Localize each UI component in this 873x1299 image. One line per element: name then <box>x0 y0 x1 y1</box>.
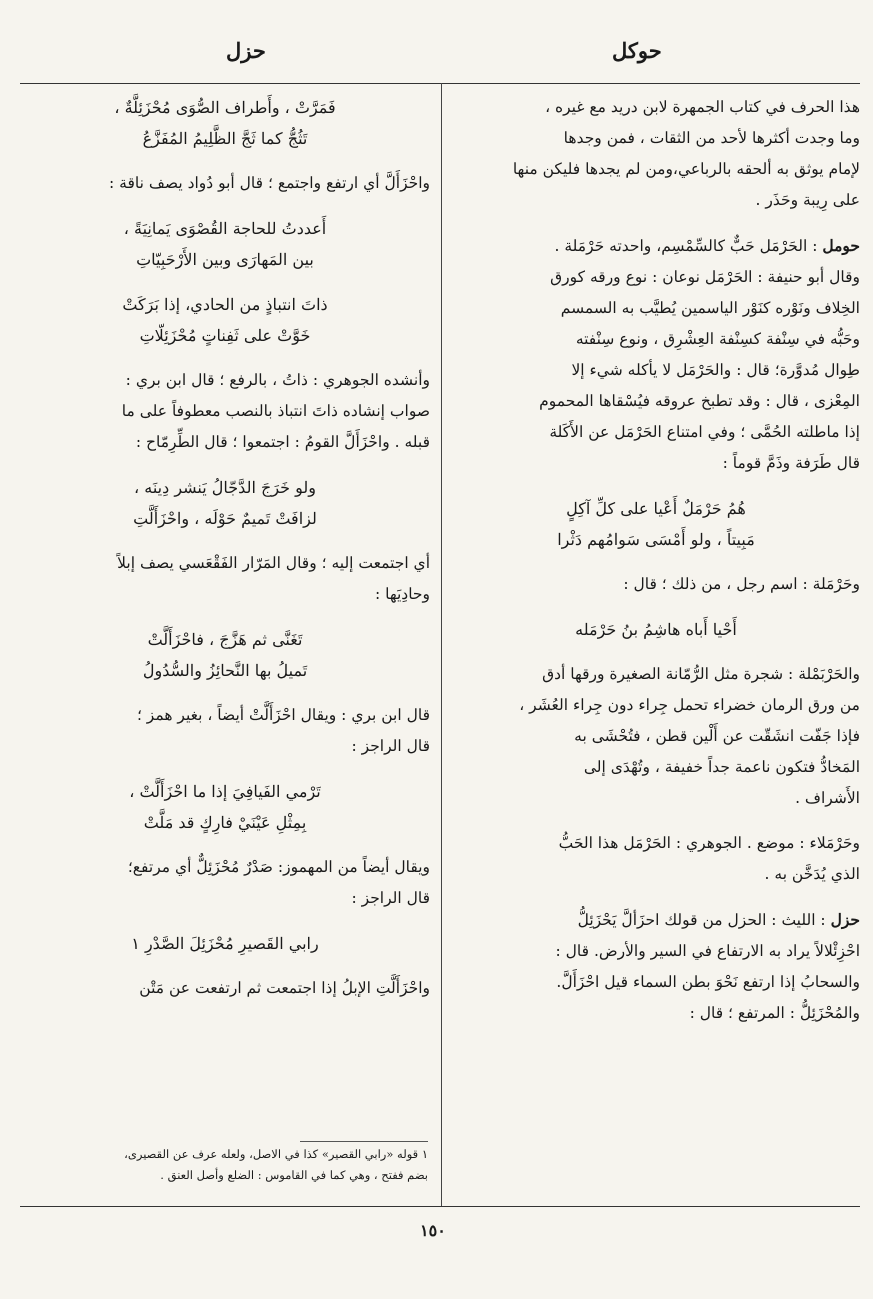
footnote-rule <box>300 1141 428 1142</box>
footnote-line: بضم ففتح ، وهي كما في القاموس : الضلع وأصل العنق . <box>160 1168 428 1182</box>
text-line: احْزِئْلالاً يراد به الارتفاع في السير والأرض. قال : <box>555 942 860 960</box>
verse-line: هُمُ حَرْمَلٌ أَعْيا على كلِّ آكِلٍ <box>566 499 746 518</box>
entry-headword-hazal: حزل <box>830 910 860 929</box>
text-line: على رِيبة وحَذَر . <box>755 191 860 209</box>
text-line: من ورق الرمان خضراء تحمل جِراء دون جِراء العُشَر ، <box>519 696 860 714</box>
verse-line: فَمَرَّتْ ، وأَطراف الصُّوَى مُحْزَئِلَّةٌ ، <box>114 98 336 117</box>
text-line: إذا ماطلته الحُمَّى ؛ وفي امتناع الحَرْمَل عن الأَكَلة <box>549 423 860 441</box>
page-number: ١٥٠ <box>420 1221 446 1240</box>
text-line: واحْزَأَلَّتِ الإبلُ إذا اجتمعت ثم ارتفعت عن مَتْن <box>139 979 430 997</box>
text-line: المِعْزى ، قال : وقد تطبخ عروقه فيُسْقاها المحموم <box>539 392 860 410</box>
running-head-left: حزل <box>226 38 266 63</box>
text-line: أي اجتمعت إليه ؛ وقال المَرّار الفَقْعَسي يصف إبلاً <box>117 554 430 572</box>
text-line: والسحابُ إذا ارتفع نَحْوَ بطن السماء قيل احْزَأَلَّ. <box>556 973 860 991</box>
text-line: وما وجدت أكثرها لأحد من الثقات ، فمن وجدها <box>563 129 860 147</box>
verse-line: تَغَنَّى ثم هَزَّجَ ، فاحْزَأَلَّتْ <box>147 630 303 649</box>
header-rule <box>20 83 860 84</box>
text-line: قبله . واحْزَأَلَّ القومُ : اجتمعوا ؛ قال الطِّرِمّاح : <box>135 433 430 451</box>
text-line: الأَشراف . <box>795 789 860 807</box>
text-line: والحَرْبَمْلة : شجرة مثل الرُّمّانة الصغيرة ورقها أدق <box>542 665 860 683</box>
text-line: قال ابن بري : ويقال احْزَأَلَّتْ أيضاً ، بغير همز ؛ <box>136 706 430 724</box>
text-line: والمُحْزَئِلُّ : المرتفع ؛ قال : <box>689 1004 860 1022</box>
verse-line: بين المَهارَى وبين الأَرْحَبِيّاتِ <box>136 250 314 269</box>
verse-line: ذاتَ انتباذٍ من الحادي، إذا بَرَكَتْ <box>122 295 328 314</box>
text-line: واحْزَأَلَّ أي ارتفع واجتمع ؛ قال أبو دُواد يصف ناقة : <box>109 174 430 192</box>
verse-line: ولو خَرَجَ الدَّجّالُ يَنشر دِينَه ، <box>134 478 316 497</box>
verse-line: أَعددتُ للحاجة القُصْوَى يَمانِيَةً ، <box>123 219 327 238</box>
text-line: قال الراجز : <box>351 737 430 755</box>
text-span: : الليث : الحزل من قولك احزَألَّ يَحْزَئِلُّ <box>577 911 826 929</box>
verse-line: مَبِيتاً ، ولو أَمْسَى سَوامُهم دَثْرا <box>557 530 755 549</box>
verse-line: تَثُجُّ كما ثَجَّ الظَّلِيمُ المُفَزَّعُ <box>142 129 308 148</box>
verse-line: بِمِثْلِ عَيْنَيْ فارِكٍ قد مَلَّتْ <box>143 813 307 832</box>
text-span: : الحَرْمَل حَبٌّ كالسِّمْسِم، واحدته حَرْمَلة . <box>554 237 818 255</box>
text-line: وقال أبو حنيفة : الحَرْمَل نوعان : نوع ورقه كورق <box>550 268 860 286</box>
text-line: طِوال مُدوَّرة؛ قال : والحَرْمَل لا يأكله شيء إلا <box>571 361 860 379</box>
verse-line: لزافَتْ تَميمٌ حَوْلَه ، واحْزَأَلَّتِ <box>133 509 317 528</box>
text-line: وحادِيَها : <box>374 585 430 603</box>
text-line: وحَرْمَلاء : موضع . الجوهري : الحَرْمَل هذا الحَبُّ <box>558 834 860 852</box>
verse-line: تَميلُ بها النَّحائِزُ والسُّدُولُ <box>142 661 308 680</box>
verse-line: خَوَّتْ على ثَفِناتٍ مُحْزَئِلّاتِ <box>139 326 311 345</box>
entry-line <box>452 904 860 936</box>
text-line: وأنشده الجوهري : ذاتُ ، بالرفع ؛ قال ابن بري : <box>125 371 430 389</box>
left-column <box>20 92 430 1004</box>
text-line: المَخادُّ فتكون ناعمة جداً خفيفة ، وتُهْدَى إلى <box>583 758 860 776</box>
verse-line: أَحْيا أَباه هاشِمُ بنُ حَرْمَله <box>575 620 737 639</box>
running-head-right: حوكل <box>612 38 662 63</box>
column-divider <box>441 83 442 1206</box>
entry-line <box>452 230 860 262</box>
entry-headword-hawmal: حومل <box>822 236 860 255</box>
verse-line: تَرْمي الفَيافِيَ إذا ما احْزَأَلَّتْ ، <box>129 782 321 801</box>
footer-rule <box>20 1206 860 1207</box>
text-line: فإذا جَفّت انشَقّت عن أَلْين قطن ، فتُحْشَى به <box>574 727 860 745</box>
text-line: صواب إنشاده ذاتَ انتباذ بالنصب معطوفاً على ما <box>121 402 430 420</box>
text-line: وحَبُّه في سِنْفة كسِنْفة العِشْرِق ، ونوع سِنْفته <box>575 330 860 348</box>
footnote-line: ١ قوله «رابي القصير» كذا في الاصل، ولعله عرف عن القصيرى، <box>124 1147 428 1161</box>
text-line: وحَرْمَلة : اسم رجل ، من ذلك ؛ قال : <box>623 575 860 593</box>
text-line: قال طَرَفة وذَمَّ قوماً : <box>722 454 860 472</box>
footnote <box>22 1144 428 1186</box>
text-line: هذا الحرف في كتاب الجمهرة لابن دريد مع غيره ، <box>545 98 860 116</box>
text-line: قال الراجز : <box>351 889 430 907</box>
text-line: الذي يُدَخَّن به . <box>764 865 860 883</box>
text-line: لإمام يوثق به ألحقه بالرباعي،ومن لم يجدها فليكن منها <box>512 160 860 178</box>
text-line: ويقال أيضاً من المهموز: صَدْرٌ مُحْزَئِلٌّ أي مرتفع؛ <box>127 858 430 876</box>
verse-line: رابي القَصيرِ مُحْزَئِلَ الصَّدْرِ ١ <box>131 934 319 953</box>
text-line: الخِلاف ونَوْره كنَوْر الياسمين يُطيَّب به السمسم <box>560 299 860 317</box>
right-column <box>452 92 860 1029</box>
